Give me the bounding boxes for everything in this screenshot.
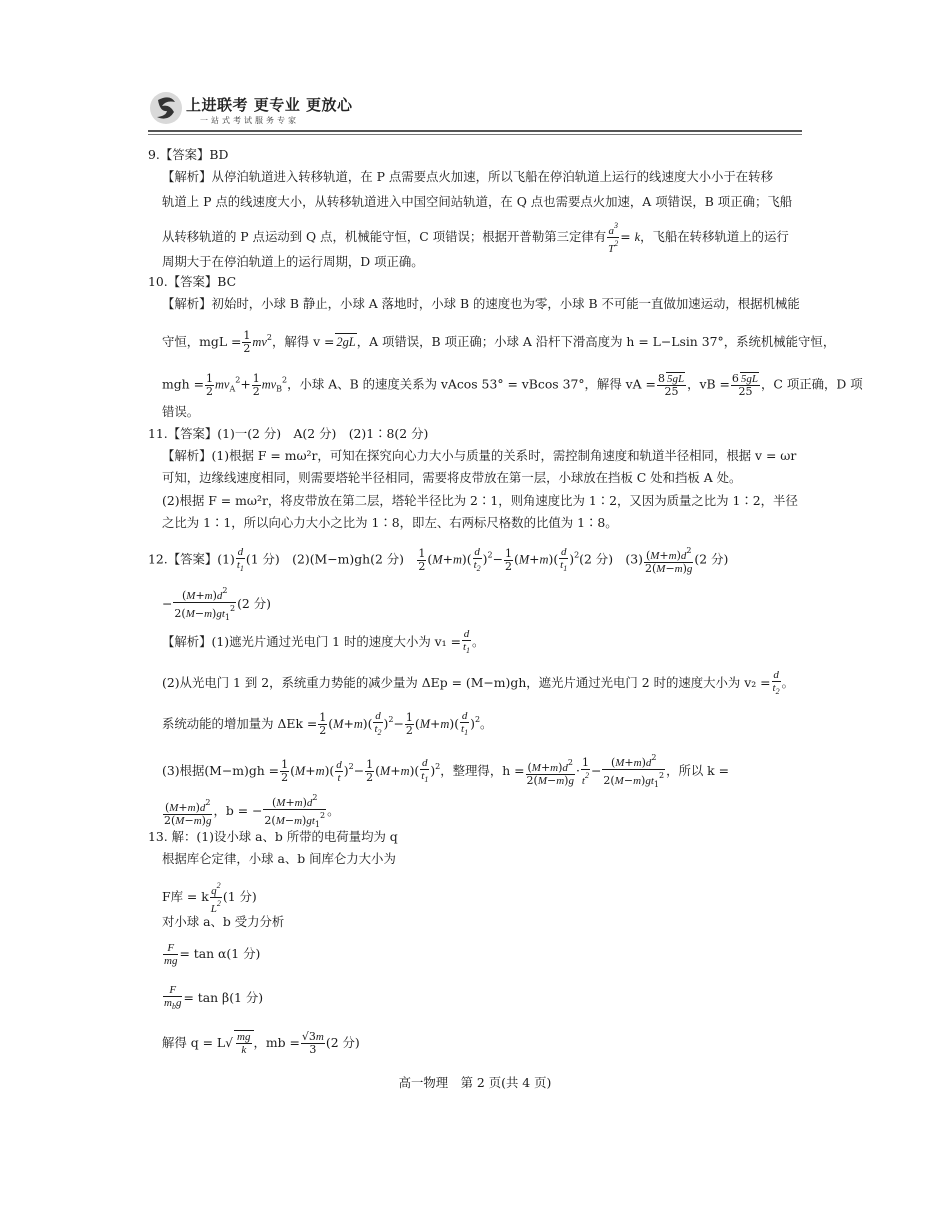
q13-solution-line: 解得 q = L√ $\frac{mg}{k}$ ，mb = $\frac{√3m}{3}$ (2 分)	[162, 1030, 360, 1056]
q12-answer-cont: − $\frac{(M+m)d^2}{2(M-m)gt_1^2}$ (2 分)	[162, 586, 271, 622]
q11-explanation-line: 【解析】(1)根据 F = mω²r，可知在探究向心力大小与质量的关系时，需控制角速度和轨道半径相同，根据 v = ωr	[162, 448, 797, 463]
header-rule	[148, 130, 802, 132]
q12-explanation-line: (2)从光电门 1 到 2，系统重力势能的减少量为 ΔEp = (M−m)gh，遮光片通过光电门 2 时的速度大小为 v₂ = $\frac{d}{t_2}$ 。	[162, 669, 794, 696]
q11-explanation-line: (2)根据 F = mω²r，将皮带放在第二层，塔轮半径比为 2∶1，则角速度比为 1∶2，又因为质量之比为 1∶2，半径	[162, 493, 798, 508]
q13-solution-line: 对小球 a、b 受力分析	[162, 914, 285, 929]
brand-slogan: 上进联考 更专业 更放心	[186, 96, 353, 114]
q10-explanation-line: mgh = $\frac{1}{2}$ $mv_A^2+$ $\frac{1}{2}$ $mv_B^2$，小球 A、B 的速度关系为 vAcos 53° = vBcos 37°，解得 vA = $\frac{8 5gL}{25}$ ，vB = $\frac{6 5gL}{25}$ ，C 项正确，D 项	[162, 371, 863, 398]
q9-explanation-line: 周期大于在停泊轨道上的运行周期，D 项正确。	[162, 254, 424, 269]
q9-answer: 9.【答案】BD	[148, 147, 229, 162]
q12-explanation-line: 【解析】(1)遮光片通过光电门 1 时的速度大小为 v₁ = $\frac{d}{t_1}$ 。	[162, 628, 485, 655]
q10-explanation-line: 【解析】初始时，小球 B 静止，小球 A 落地时，小球 B 的速度也为零，小球 B 不可能一直做加速运动，根据机械能	[162, 296, 800, 311]
exam-header	[148, 88, 802, 136]
q11-explanation-line: 之比为 1∶1，所以向心力大小之比为 1∶8，即左、右两标尺格数的比值为 1∶8。	[162, 515, 618, 530]
q9-explanation-line: 从转移轨道的 P 点运动到 Q 点，机械能守恒，C 项错误；根据开普勒第三定律有 $\frac{a^3}{T^2}$ = k，飞船在转移轨道上的运行	[162, 221, 789, 255]
q13-solution-line: 13. 解：(1)设小球 a、b 所带的电荷量均为 q	[148, 829, 398, 844]
q11-explanation-line: 可知，边缘线速度相同，则需要塔轮半径相同，需要将皮带放在第一层，小球放在挡板 C 处和挡板 A 处。	[162, 470, 742, 485]
q13-solution-line: $\frac{F}{mg}$ = tan α(1 分)	[164, 942, 261, 967]
q11-answer: 11.【答案】(1)一(2 分) A(2 分) (2)1∶8(2 分)	[148, 426, 429, 441]
q12-explanation-line: $\frac{(M+m)d^2}{2(M-m)g}$ ，b = − $\frac{(M+m)d^2}{2(M-m)gt_1^2}$ 。	[164, 793, 340, 829]
header-rule-thin	[148, 134, 802, 135]
brand-subslogan: 一站式考试服务专家	[200, 116, 299, 125]
q13-solution-line: F库 = k $\frac{q^2}{L^2}$ (1 分)	[162, 881, 257, 915]
q12-explanation-line: 系统动能的增加量为 ΔEk = $\frac{1}{2}$ (M+m)( $\frac{d}{t_2}$ )$^2$− $\frac{1}{2}$ (M+m)( $\frac{d}{t_1}$ )$^2$。	[162, 710, 493, 737]
q9-explanation-line: 轨道上 P 点的线速度大小，从转移轨道进入中国空间站轨道，在 Q 点也需要点火加速，A 项错误，B 项正确；飞船	[162, 194, 793, 209]
kepler-formula: $\frac{a^3}{T^2}$	[608, 221, 619, 255]
q13-solution-line: $\frac{F}{m_bg}$ = tan β(1 分)	[164, 984, 264, 1011]
q12-explanation-line: (3)根据(M−m)gh = $\frac{1}{2}$ (M+m)( $\frac{d}{t}$ )$^2$− $\frac{1}{2}$ (M+m)( $\frac{d}{t_1}$ )$^2$，整理得，h = $\frac{(M+m)d^2}{2(M-m)g}$ · $\frac{1}{t^2}$ − $\frac{(M+m)d^2}{2(M-m)gt_1^2}$ ，所以 k =	[162, 753, 730, 789]
page-footer: 高一物理 第 2 页(共 4 页)	[398, 1075, 552, 1090]
q10-explanation-line: 守恒，mgL = $\frac{1}{2}$ $mv^2$，解得 v = 2gL，A 项错误，B 项正确；小球 A 沿杆下滑高度为 h = L−Lsin 37°，系统机械能守恒，	[162, 329, 836, 355]
q12-answer: 12.【答案】(1) $\frac{d}{t_1}$ (1 分) (2)(M−m)gh(2 分) $\frac{1}{2}$ (M+m)( $\frac{d}{t_2}$ )$^2$− $\frac{1}{2}$ (M+m)( $\frac{d}{t_1}$ )$^2$(2 分) (3) $\frac{(M+m)d^2}{2(M-m)g}$ (2 分)	[148, 545, 729, 575]
q9-explanation-line: 【解析】从停泊轨道进入转移轨道，在 P 点需要点火加速，所以飞船在停泊轨道上运行的线速度大小小于在转移	[162, 169, 773, 184]
q10-explanation-line: 错误。	[162, 404, 200, 419]
q13-solution-line: 根据库仑定律，小球 a、b 间库仑力大小为	[162, 851, 396, 866]
q10-answer: 10.【答案】BC	[148, 274, 237, 289]
brand-logo-icon	[148, 90, 184, 126]
